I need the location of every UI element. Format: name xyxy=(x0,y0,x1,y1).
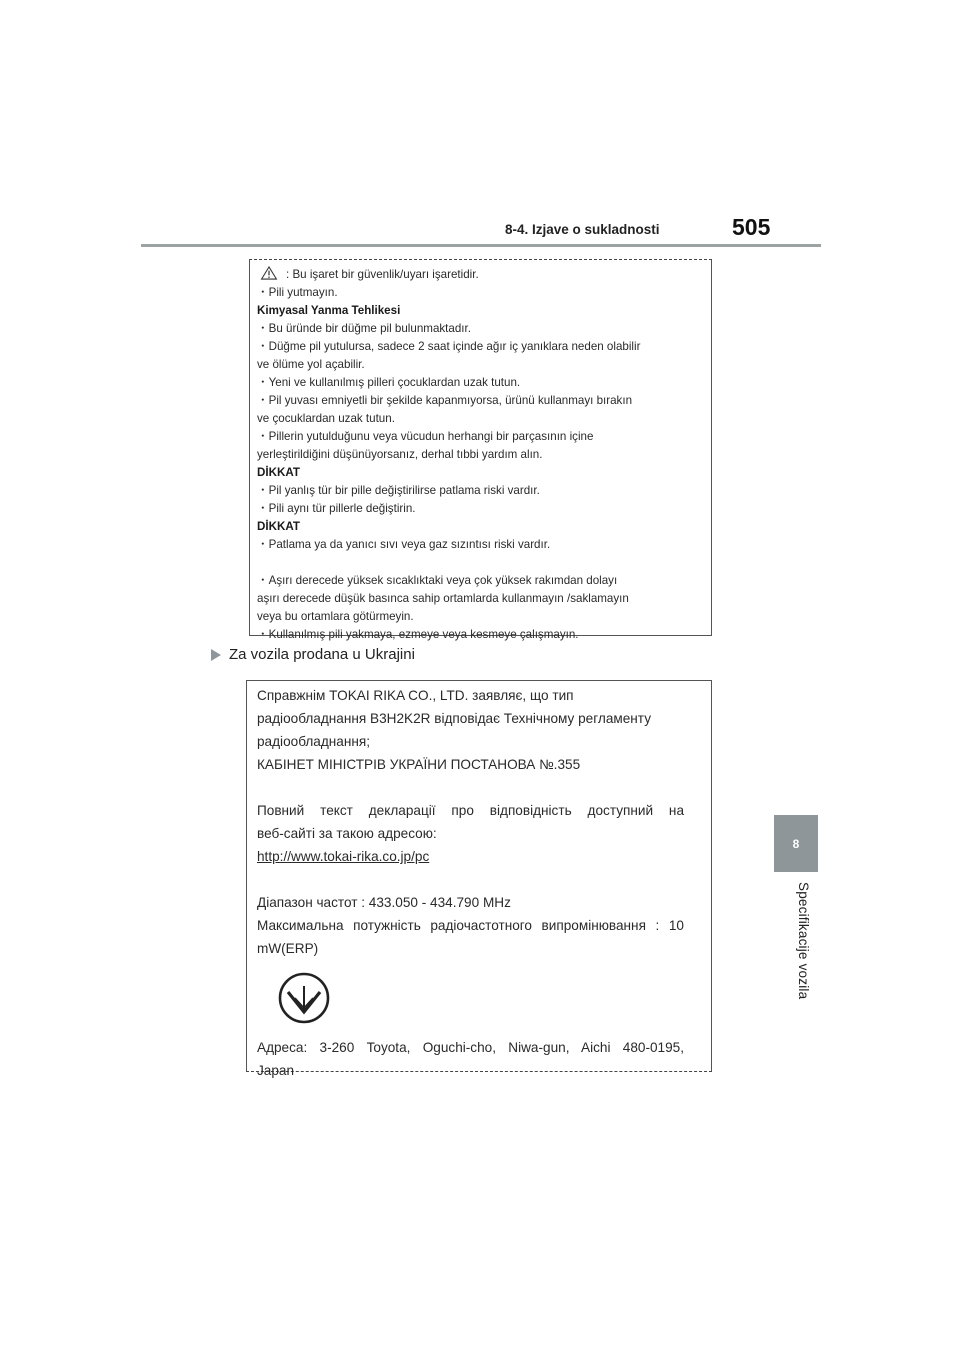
warning-line: ve çocuklardan uzak tutun. xyxy=(257,412,395,425)
turkish-battery-warning-box xyxy=(249,259,712,641)
warning-line: yerleştirildiğini düşünüyorsanız, derhal tıbbi yardım alın. xyxy=(257,448,543,461)
ukrainian-conformity-mark-icon xyxy=(277,971,331,1025)
blank-line xyxy=(257,554,711,572)
warning-line: ・Pil yanlış tür bir pille değiştirilirse patlama riski vardır. xyxy=(257,484,540,497)
warning-heading: Kimyasal Yanma Tehlikesi xyxy=(257,304,401,317)
declaration-line: радіообладнання; xyxy=(257,734,371,749)
triangle-bullet-icon xyxy=(211,649,221,661)
warning-line: ve ölüme yol açabilir. xyxy=(257,358,365,371)
declaration-line: Справжнім TOKAI RIKA CO., LTD. заявляє, що тип xyxy=(257,688,574,703)
chapter-tab[interactable] xyxy=(774,815,818,872)
section-title: 8-4. Izjave o sukladnosti xyxy=(505,222,660,237)
chapter-number: 8 xyxy=(792,836,800,851)
declaration-line: веб-сайті за такою адресою: xyxy=(257,826,437,841)
warning-line: ・Yeni ve kullanılmış pilleri çocuklardan uzak tutun. xyxy=(257,376,521,389)
ukrainian-declaration-box xyxy=(246,680,712,1078)
warning-line: ・Pili aynı tür pillerle değiştirin. xyxy=(257,502,416,515)
max-power-line: mW(ERP) xyxy=(257,941,319,956)
warning-line: ・Pil yuvası emniyetli bir şekilde kapanmıyorsa, ürünü kullanmayı bırakın xyxy=(257,394,633,407)
declaration-url-link[interactable]: http://www.tokai-rika.co.jp/pc xyxy=(257,849,430,864)
declaration-line: радіообладнання B3H2K2R відповідає Технічному регламенту xyxy=(257,711,651,726)
warning-line: veya bu ortamlara götürmeyin. xyxy=(257,610,414,623)
page-number: 505 xyxy=(732,214,771,240)
warning-line: aşırı derecede düşük basınca sahip ortamlarda kullanmayın /saklamayın xyxy=(257,592,629,605)
section-heading-text: Za vozila prodana u Ukrajini xyxy=(229,646,415,663)
blank-line xyxy=(257,868,684,891)
warning-triangle-icon xyxy=(260,266,278,280)
ukraine-section-heading xyxy=(211,646,415,663)
warning-line: ・Bu üründe bir düğme pil bulunmaktadır. xyxy=(257,322,471,335)
icon-legend-text: : Bu işaret bir güvenlik/uyarı işaretidir. xyxy=(286,268,479,281)
declaration-line: КАБІНЕТ МІНІСТРІВ УКРАЇНИ ПОСТАНОВА №.355 xyxy=(257,757,581,772)
caution-heading: DİKKAT xyxy=(257,466,300,479)
warning-line: ・Aşırı derecede yüksek sıcaklıktaki veya çok yüksek rakımdan dolayı xyxy=(257,574,618,587)
warning-line: ・Düğme pil yutulursa, sadece 2 saat içinde ağır iç yanıklara neden olabilir xyxy=(257,340,641,353)
icon-legend-line xyxy=(257,266,711,284)
warning-line: ・Pillerin yutulduğunu veya vücudun herhangi bir parçasının içine xyxy=(257,430,594,443)
caution-heading: DİKKAT xyxy=(257,520,300,533)
address-line: Japan xyxy=(257,1063,295,1078)
declaration-line: Повний текст декларації про відповідність доступний на xyxy=(257,803,684,818)
conformity-mark-row xyxy=(257,960,684,1036)
warning-line: ・Patlama ya da yanıcı sıvı veya gaz sızıntısı riski vardır. xyxy=(257,538,551,551)
address-line: Адреса: 3-260 Toyota, Oguchi-cho, Niwa-gun, Aichi 480-0195, xyxy=(257,1040,684,1055)
warning-line: ・Pili yutmayın. xyxy=(257,286,338,299)
frequency-range-line: Діапазон частот : 433.050 - 434.790 MHz xyxy=(257,895,511,910)
chapter-title: Specifikacije vozila xyxy=(796,882,811,1000)
warning-line: ・Kullanılmış pili yakmaya, ezmeye veya kesmeye çalışmayın. xyxy=(257,628,579,641)
max-power-line: Максимальна потужність радіочастотного випромінювання : 10 xyxy=(257,918,684,933)
header-divider xyxy=(141,244,821,247)
blank-line xyxy=(257,776,684,799)
